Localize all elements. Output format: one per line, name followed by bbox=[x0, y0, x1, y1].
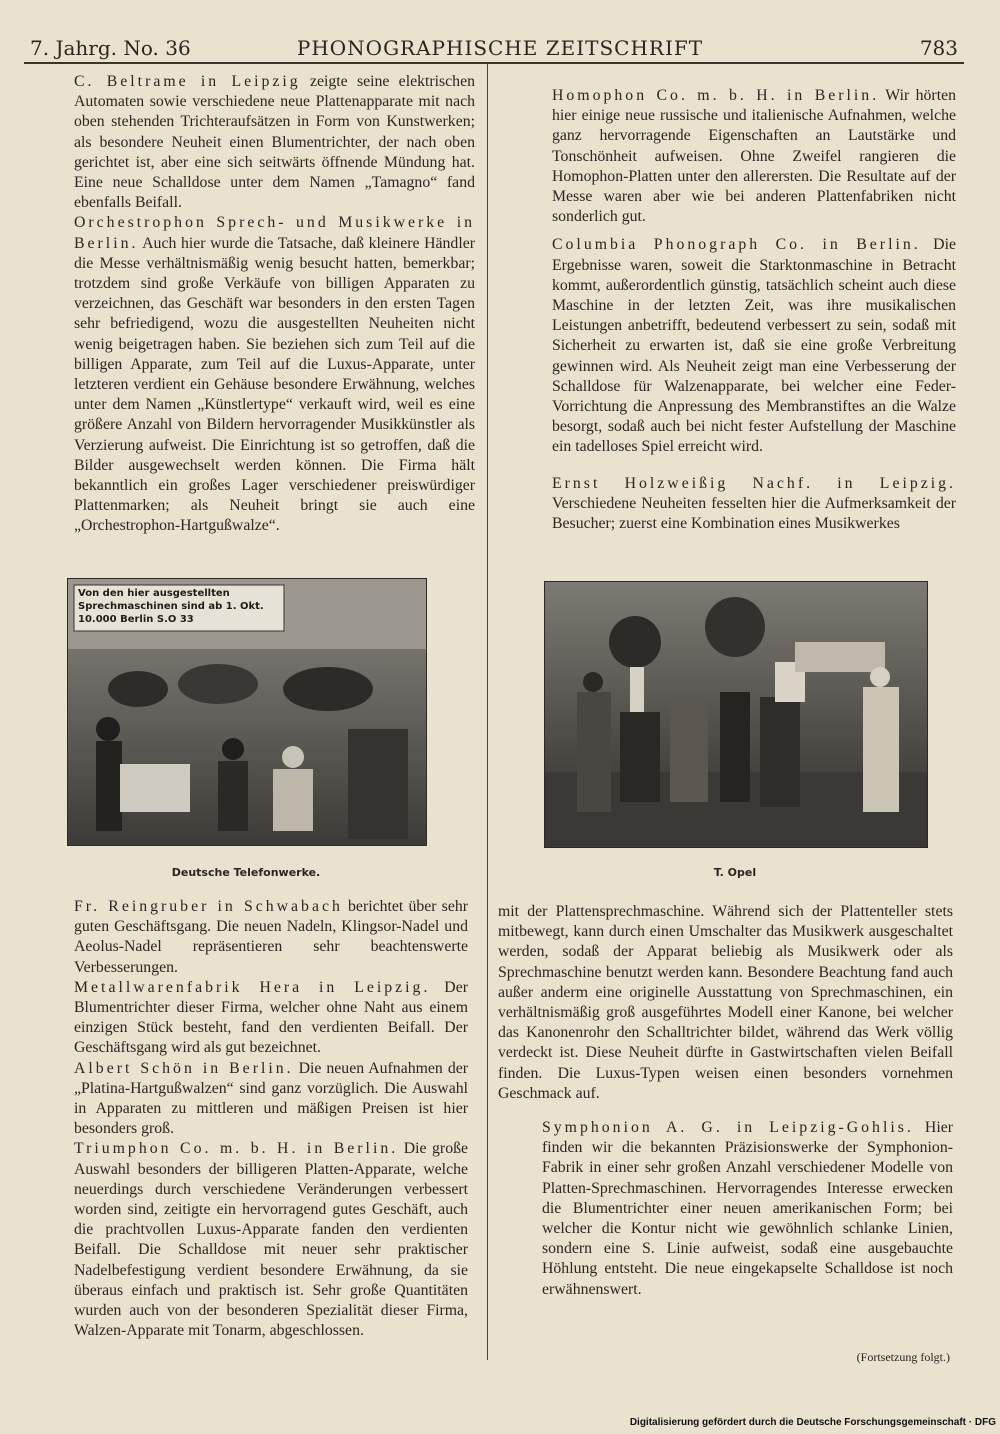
column-divider bbox=[487, 64, 488, 1360]
paragraph-text: Hier finden wir die bekannten Präzisionswerke der Symphonion-Fabrik in einer sehr großen Anzahl verschiedener Modelle von Platten-Sprechmaschinen. Hervorragendes Interesse erwecken die Blumentrichter einer neuen amerikanischen Form; bei welcher die Kontur nicht wie gewöhnlich schlanke Linien, sondern eine S. Linie aufweist, sodaß eine ausgebauchte Höhlung entsteht. Die neue eingekapselte Schalldose ist noch erwähnenswert. bbox=[542, 1119, 953, 1298]
right-column-bottom bbox=[498, 902, 953, 1300]
caption-left: Deutsche Telefonwerke. bbox=[171, 866, 321, 879]
paragraph bbox=[498, 1118, 953, 1300]
photo-deutsche-telefonwerke bbox=[67, 578, 427, 846]
paragraph bbox=[498, 902, 953, 1104]
firm-name: Homophon Co. m. b. H. in Berlin. bbox=[552, 87, 880, 104]
paragraph bbox=[30, 978, 468, 1059]
showroom-photo-illustration bbox=[545, 582, 927, 847]
paragraph-text: Die große Auswahl besonders der billigeren Platten-Apparate, welche neuerdings durch verschiedene Veränderungen verbessert worden sind, zeitigte ein hervorragend gutes Geschäft, auch die prachtvollen Luxus-Apparate fanden den verdienten Beifall. Die Schalldose mit neuer sehr praktischer Nadelbefestigung verdient besondere Erwähnung, da sie überaus einfach und praktisch ist. Sehr große Quantitäten wurden auch von der besonderen Spezialität dieser Firma, Walzen-Apparate mit Tonarm, abgeschlossen. bbox=[74, 1140, 468, 1340]
right-column-top bbox=[508, 86, 956, 534]
footer-credit: Digitalisierung gefördert durch die Deutsche Forschungsgemeinschaft · DFG bbox=[629, 1417, 996, 1428]
continuation-note: (Fortsetzung folgt.) bbox=[856, 1350, 950, 1364]
paragraph-text: Der Blumentrichter dieser Firma, welcher ohne Naht aus einem einzigen Stück besteht, fand den verdienten Beifall. Der Geschäftsgang wird als gut bezeichnet. bbox=[74, 978, 468, 1057]
firm-name: Metallwarenfabrik Hera in Leipzig. bbox=[74, 978, 431, 996]
firm-name: Symphonion A. G. in Leipzig-Gohlis. bbox=[542, 1119, 914, 1137]
paragraph bbox=[30, 897, 468, 978]
paragraph-text: Wir hörten hier einige neue russische und italienische Aufnahmen, welche ganz hervorragende Eigenschaften an Lautstärke und Tonschönheit aufweisen. Ohne Zweifel rangieren die Homophon-Platten unter den allerersten. Die Resultate auf der Messe waren aber wie bei anderen Plattenfabriken nicht sonderlich gut. bbox=[552, 87, 956, 226]
page-number: 783 bbox=[919, 36, 958, 60]
paragraph-text: Verschiedene Neuheiten fesselten hier die Aufmerksamkeit der Besucher; zuerst eine Kombination eines Musikwerkes bbox=[552, 494, 956, 533]
left-column-top bbox=[30, 72, 475, 537]
firm-name: Albert Schön in Berlin. bbox=[74, 1059, 294, 1077]
paragraph bbox=[30, 1139, 468, 1341]
photo-t-opel bbox=[544, 581, 928, 848]
firm-name: Ernst Holzweißig Nachf. in Leipzig. bbox=[552, 474, 956, 492]
caption-right: T. Opel bbox=[713, 866, 757, 879]
issue-label: 7. Jahrg. No. 36 bbox=[30, 36, 191, 60]
left-column-bottom bbox=[30, 897, 468, 1341]
paragraph bbox=[30, 213, 475, 536]
paragraph-text: zeigte seine elektrischen Automaten sowie verschiedene neue Plattenapparate mit nach oben stehenden Trichteraufsätzen in Form von Kunstwerken; als besondere Neuheit einen Blumentrichter, der nach oben gerichtet ist, aber eine sich seitwärts öffnende Mündung hat. Eine neue Schalldose unter dem Namen „Tamagno“ fand ebenfalls Beifall. bbox=[74, 73, 475, 212]
firm-name: Triumphon Co. m. b. H. in Berlin. bbox=[74, 1140, 399, 1158]
header-rule bbox=[24, 62, 964, 64]
firm-name: Orchestrophon Sprech- und Musikwerke in Berlin. bbox=[74, 214, 475, 252]
paragraph bbox=[30, 72, 475, 213]
journal-title: PHONOGRAPHISCHE ZEITSCHRIFT bbox=[296, 36, 704, 60]
paragraph-text: Die neuen Aufnahmen der „Platina-Hartgußwalzen“ sind ganz vorzüglich. Die Auswahl in Apparaten zu mittleren und mäßigen Preisen ist hier besonders groß. bbox=[74, 1059, 468, 1138]
paragraph-text: mit der Plattensprechmaschine. Während sich der Plattenteller stets mitbewegt, kann durch einen Umschalter das Musikwerk ausgeschaltet werden, sodaß der Apparat beliebig als Musikwerk oder als Sprechmaschine benutzt werden kann. Besondere Beachtung fand auch außer anderm eine originelle Ausstattung von Sprechmaschinen, ein verhältnismäßig groß ausgeführtes Modell einer Kanone, bei welcher das Kanonenrohr den Schalltrichter bildet, während das Werk völlig verdeckt ist. Diese Neuheit dürfte in Gastwirtschaften vielen Beifall finden. Die Luxus-Typen weisen einen besonders vornehmen Geschmack auf. bbox=[498, 903, 953, 1102]
photo-banner-text: Von den hier ausgestellten Sprechmaschinen sind ab 1. Okt. 10.000 Berlin S.O 33 bbox=[78, 588, 264, 625]
firm-name: C. Beltrame in Leipzig bbox=[74, 73, 301, 90]
paragraph bbox=[30, 1059, 468, 1140]
paragraph bbox=[508, 86, 956, 227]
paragraph bbox=[508, 474, 956, 535]
paragraph bbox=[508, 235, 956, 457]
paragraph-text: Auch hier wurde die Tatsache, daß kleinere Händler die Messe verhältnismäßig wenig besucht hatten, bemerkbar; trotzdem sind große Verkäufe von billigen Apparaten zu verzeichnen, das Geschäft war besonders in den ersten Tagen sehr befriedigend, wozu die ausgestellten Neuheiten nicht wenig beigetragen haben. Sie beziehen sich zum Teil auf die billigen Apparate, zum Teil auf die Luxus-Apparate, unter letzteren verdient ein Gehäuse besondere Erwähnung, welches unter dem Namen „Künstlertype“ verkauft wird, weil es eine größere Anzahl von Bildern hervorragender Musikkünstler als Verzierung aufweist. Die Einrichtung ist so getroffen, daß die Bilder ausgewechselt werden können. Die Firma hält bekanntlich ein großes Lager verschiedener preiswürdiger Plattenmarken; als Neuheit bringt sie auch eine „Orchestrophon-Hartgußwalze“. bbox=[74, 234, 475, 535]
firm-name: Columbia Phonograph Co. in Berlin. bbox=[552, 236, 921, 254]
paragraph-text: Die Ergebnisse waren, soweit die Starktonmaschine in Betracht kommt, außerordentlich günstig, tatsächlich scheint auch diese Maschine in der letzten Zeit, was ihre musikalischen Leistungen anbetrifft, bedeutend verbessert zu sein, sodaß mit Sicherheit zu erwarten ist, daß sie eine große Verbreitung gewinnen wird. Als Neuheit zeigt man eine Verbesserung der Schalldose für Walzenapparate, bei welcher eine Feder-Vorrichtung die Anpressung des Membranstiftes an die Walze besorgt, sodaß auch bei nicht fester Aufstellung der Maschine ein tadelloses Spiel erreicht wird. bbox=[552, 236, 956, 456]
firm-name: Fr. Reingruber in Schwabach bbox=[74, 898, 343, 915]
paragraph-text: berichtet über sehr guten Geschäftsgang. Die neuen Nadeln, Klingsor-Nadel und Aeolus-Nadel repräsentieren sehr beachtenswerte Verbesserungen. bbox=[74, 898, 468, 976]
